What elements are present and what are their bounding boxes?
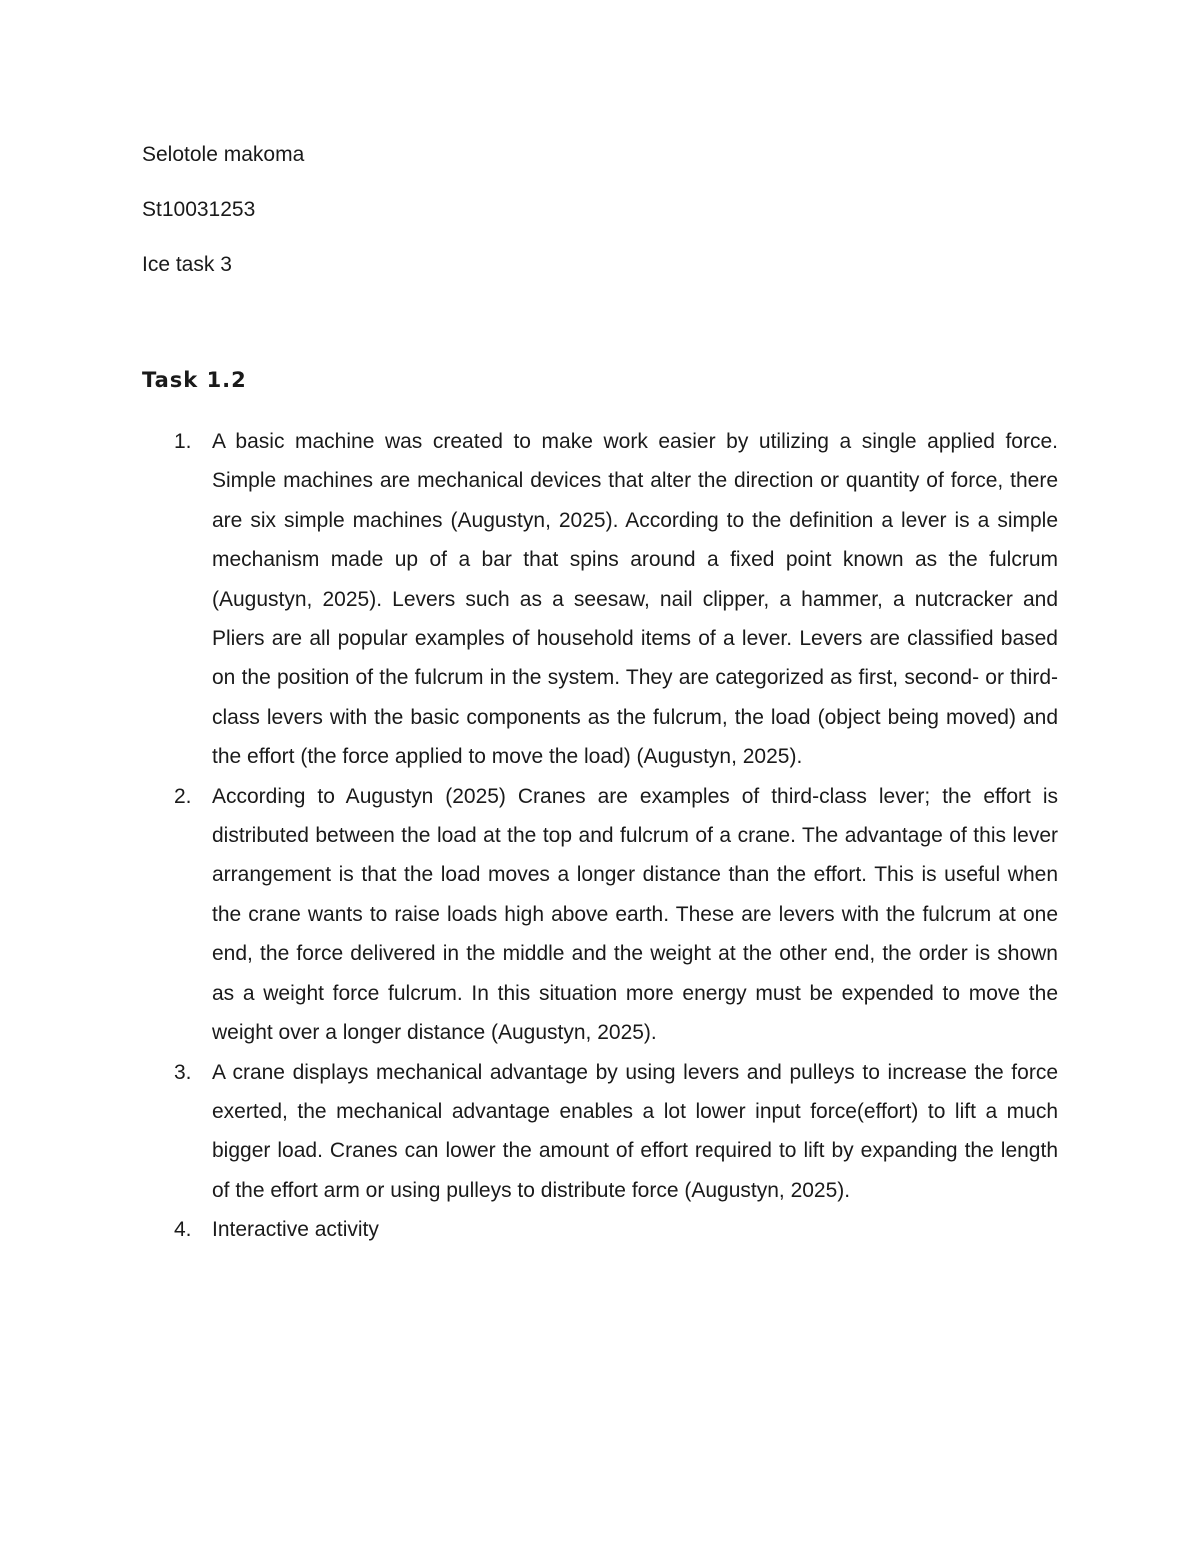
list-item-text: A basic machine was created to make work easier by utilizing a single applied force. Simple machines are mechanical devices that alter the direction or quantity of force, there are six simple machines (Augustyn, 2025). According to the definition a lever is a simple mechanism made up of a bar that spins around a fixed point known as the fulcrum (Augustyn, 2025). Levers such as a seesaw, nail clipper, a hammer, a nutcracker and Pliers are all popular examples of household items of a lever. Levers are classified based on the position of the fulcrum in the system. They are categorized as first, second- or third-class levers with the basic components as the fulcrum, the load (object being moved) and the effort (the force applied to move the load) (Augustyn, 2025). <box>212 430 1058 769</box>
list-item-number: 2. <box>174 784 192 808</box>
list-item-text: A crane displays mechanical advantage by using levers and pulleys to increase the force exerted, the mechanical advantage enables a lot lower input force(effort) to lift a much bigger load. Cranes can lower the amount of effort required to lift by expanding the length of the effort arm or using pulleys to distribute force (Augustyn, 2025). <box>212 1060 1058 1202</box>
list-item-text: Interactive activity <box>212 1218 379 1242</box>
list-item <box>0 422 1200 777</box>
author-name: Selotole makoma <box>142 143 305 166</box>
list-item-number: 4. <box>174 1218 192 1242</box>
list-item-text: According to Augustyn (2025) Cranes are examples of third-class lever; the effort is distributed between the load at the top and fulcrum of a crane. The advantage of this lever arrangement is that the load moves a longer distance than the effort. This is useful when the crane wants to raise loads high above earth. These are levers with the fulcrum at one end, the force delivered in the middle and the weight at the other end, the order is shown as a weight force fulcrum. In this situation more energy must be expended to move the weight over a longer distance (Augustyn, 2025). <box>212 784 1058 1045</box>
student-number: St10031253 <box>142 198 256 221</box>
numbered-list <box>0 422 1200 1250</box>
section-heading: Task 1.2 <box>142 368 247 392</box>
list-item-number: 1. <box>174 430 192 453</box>
list-item <box>0 1053 1200 1211</box>
list-item-number: 3. <box>174 1060 192 1084</box>
list-item <box>0 1210 1200 1249</box>
list-item <box>0 777 1200 1053</box>
assignment-title: Ice task 3 <box>142 253 232 276</box>
